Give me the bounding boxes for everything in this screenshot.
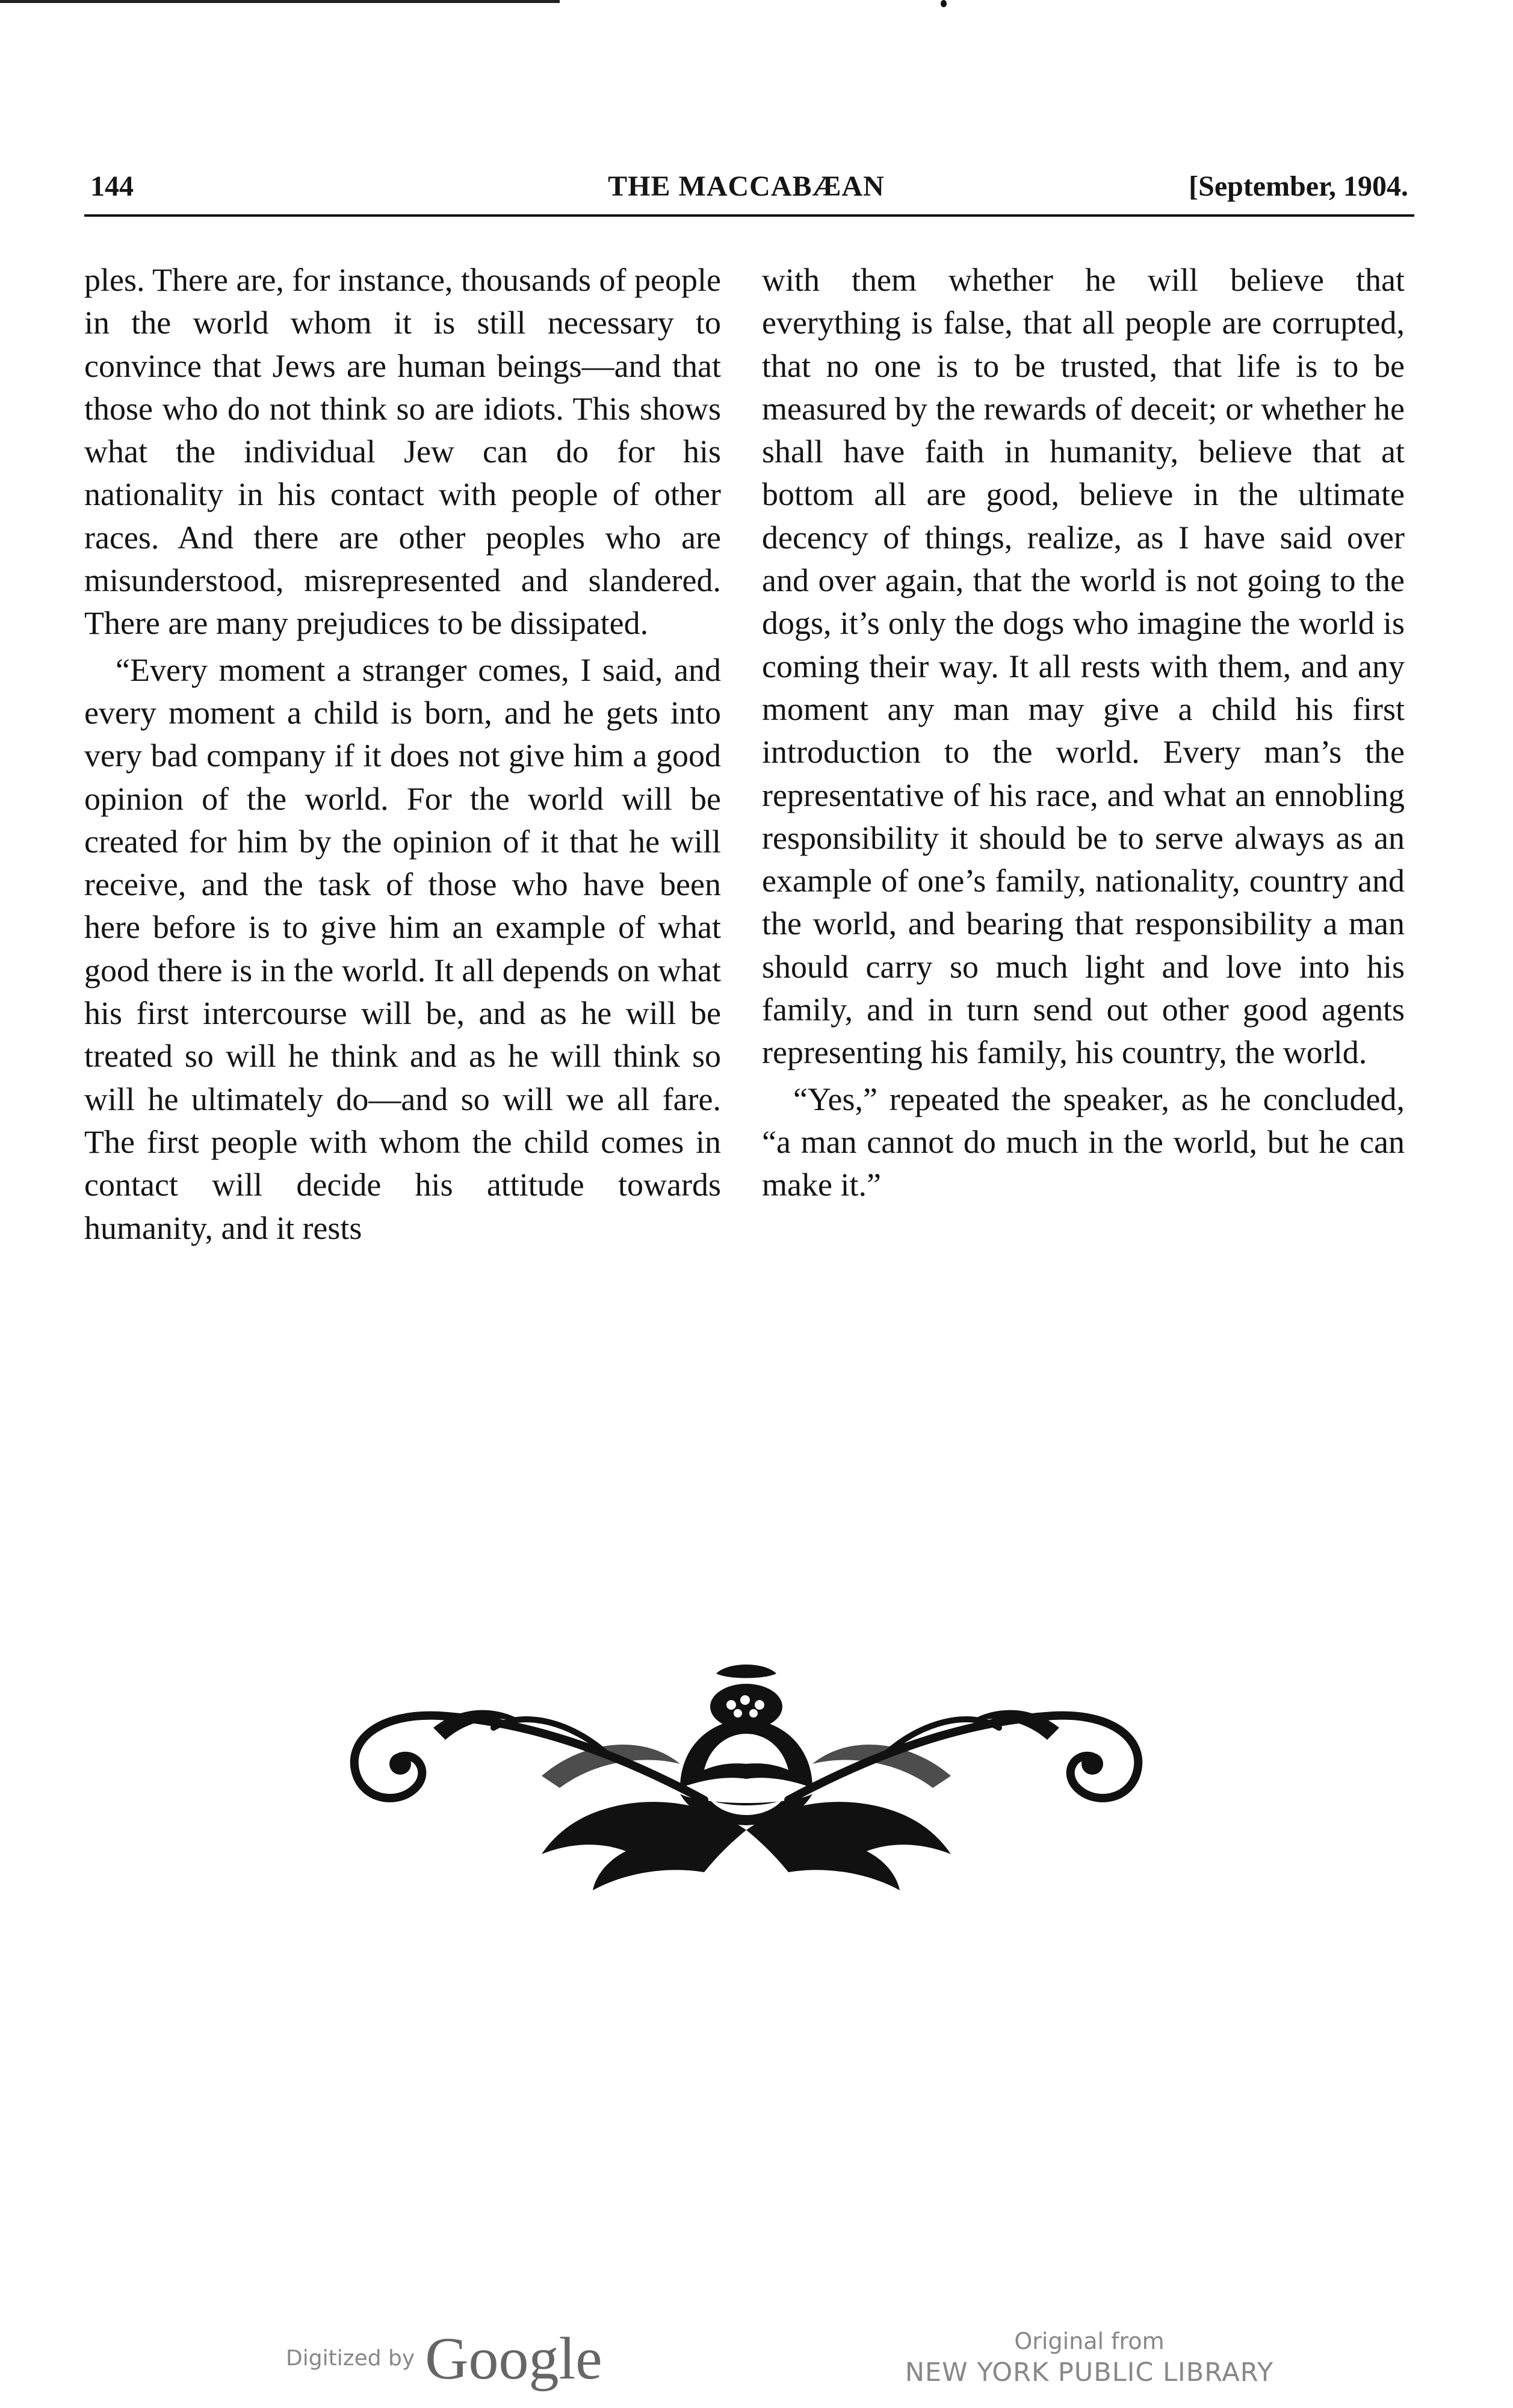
- paragraph: “Every moment a stranger comes, I said, and every moment a child is born, and he gets into very bad company if it does not give him a good opinion of the world. For the world will be created for him by the opinion of it that he will receive, and the task of those who have been here before is to give him an example of what good there is in the world. It all depends on what his first intercourse will be, and as he will be treated so will he think and as he will think so will he ultimately do—and so will we all fare. The first people with whom the child comes in contact will decide his attitude towards humanity, and it rests: [84, 651, 721, 1246]
- library-name: NEW YORK PUBLIC LIBRARY: [905, 2357, 1274, 2388]
- page-number: 144: [90, 170, 134, 202]
- original-from-label: Original from: [1014, 2328, 1165, 2354]
- header-rule: [84, 214, 1414, 217]
- journal-title: THE MACCABÆAN: [608, 170, 885, 202]
- paragraph: ples. There are, for instance, thousands of people in the world whom it is still necessary to convince that Jews are human beings—and that those who do not think so are idiots. This shows what the individual Jew can do for his nationality in his contact with people of other races. And there are other peoples who are misunderstood, misrepresented and slandered. There are many prejudices to be dissipated.: [84, 262, 721, 642]
- digitized-label: Digitized by: [286, 2346, 415, 2371]
- paragraph: with them whether he will believe that everything is false, that all people are corrupted, that no one is to be trusted, that life is to be measured by the rewards of deceit; or whether he shall have faith in humanity, believe that at bottom all are good, believe in the ultimate decency of things, realize, as I have said over and over again, that the world is not going to the dogs, it’s only the dogs who imagine the world is coming their way. It all rests with them, and any moment any man may give a child his first introduction to the world. Every man’s the representative of his race, and what an ennobling responsibility it should be to serve always as an example of one’s family, nationality, country and the world, and bearing that responsibility a man should carry so much light and love into his family, and in turn send out other good agents representing his family, his country, the world.: [762, 262, 1405, 1071]
- digitized-by-watermark: [286, 2324, 602, 2392]
- paragraph: “Yes,” repeated the speaker, as he concluded, “a man cannot do much in the world, but he can make it.”: [762, 1081, 1405, 1203]
- scan-edge-line: [0, 0, 560, 3]
- issue-date: [September, 1904.: [1189, 170, 1408, 202]
- running-header: [84, 170, 1408, 206]
- google-logo: Google: [425, 2325, 602, 2392]
- scan-speck: [941, 0, 947, 7]
- right-column: [762, 259, 1405, 1207]
- left-column: [84, 259, 721, 1250]
- original-source-watermark: [837, 2327, 1342, 2389]
- floral-tailpiece-ornament-icon: [343, 1649, 1149, 1902]
